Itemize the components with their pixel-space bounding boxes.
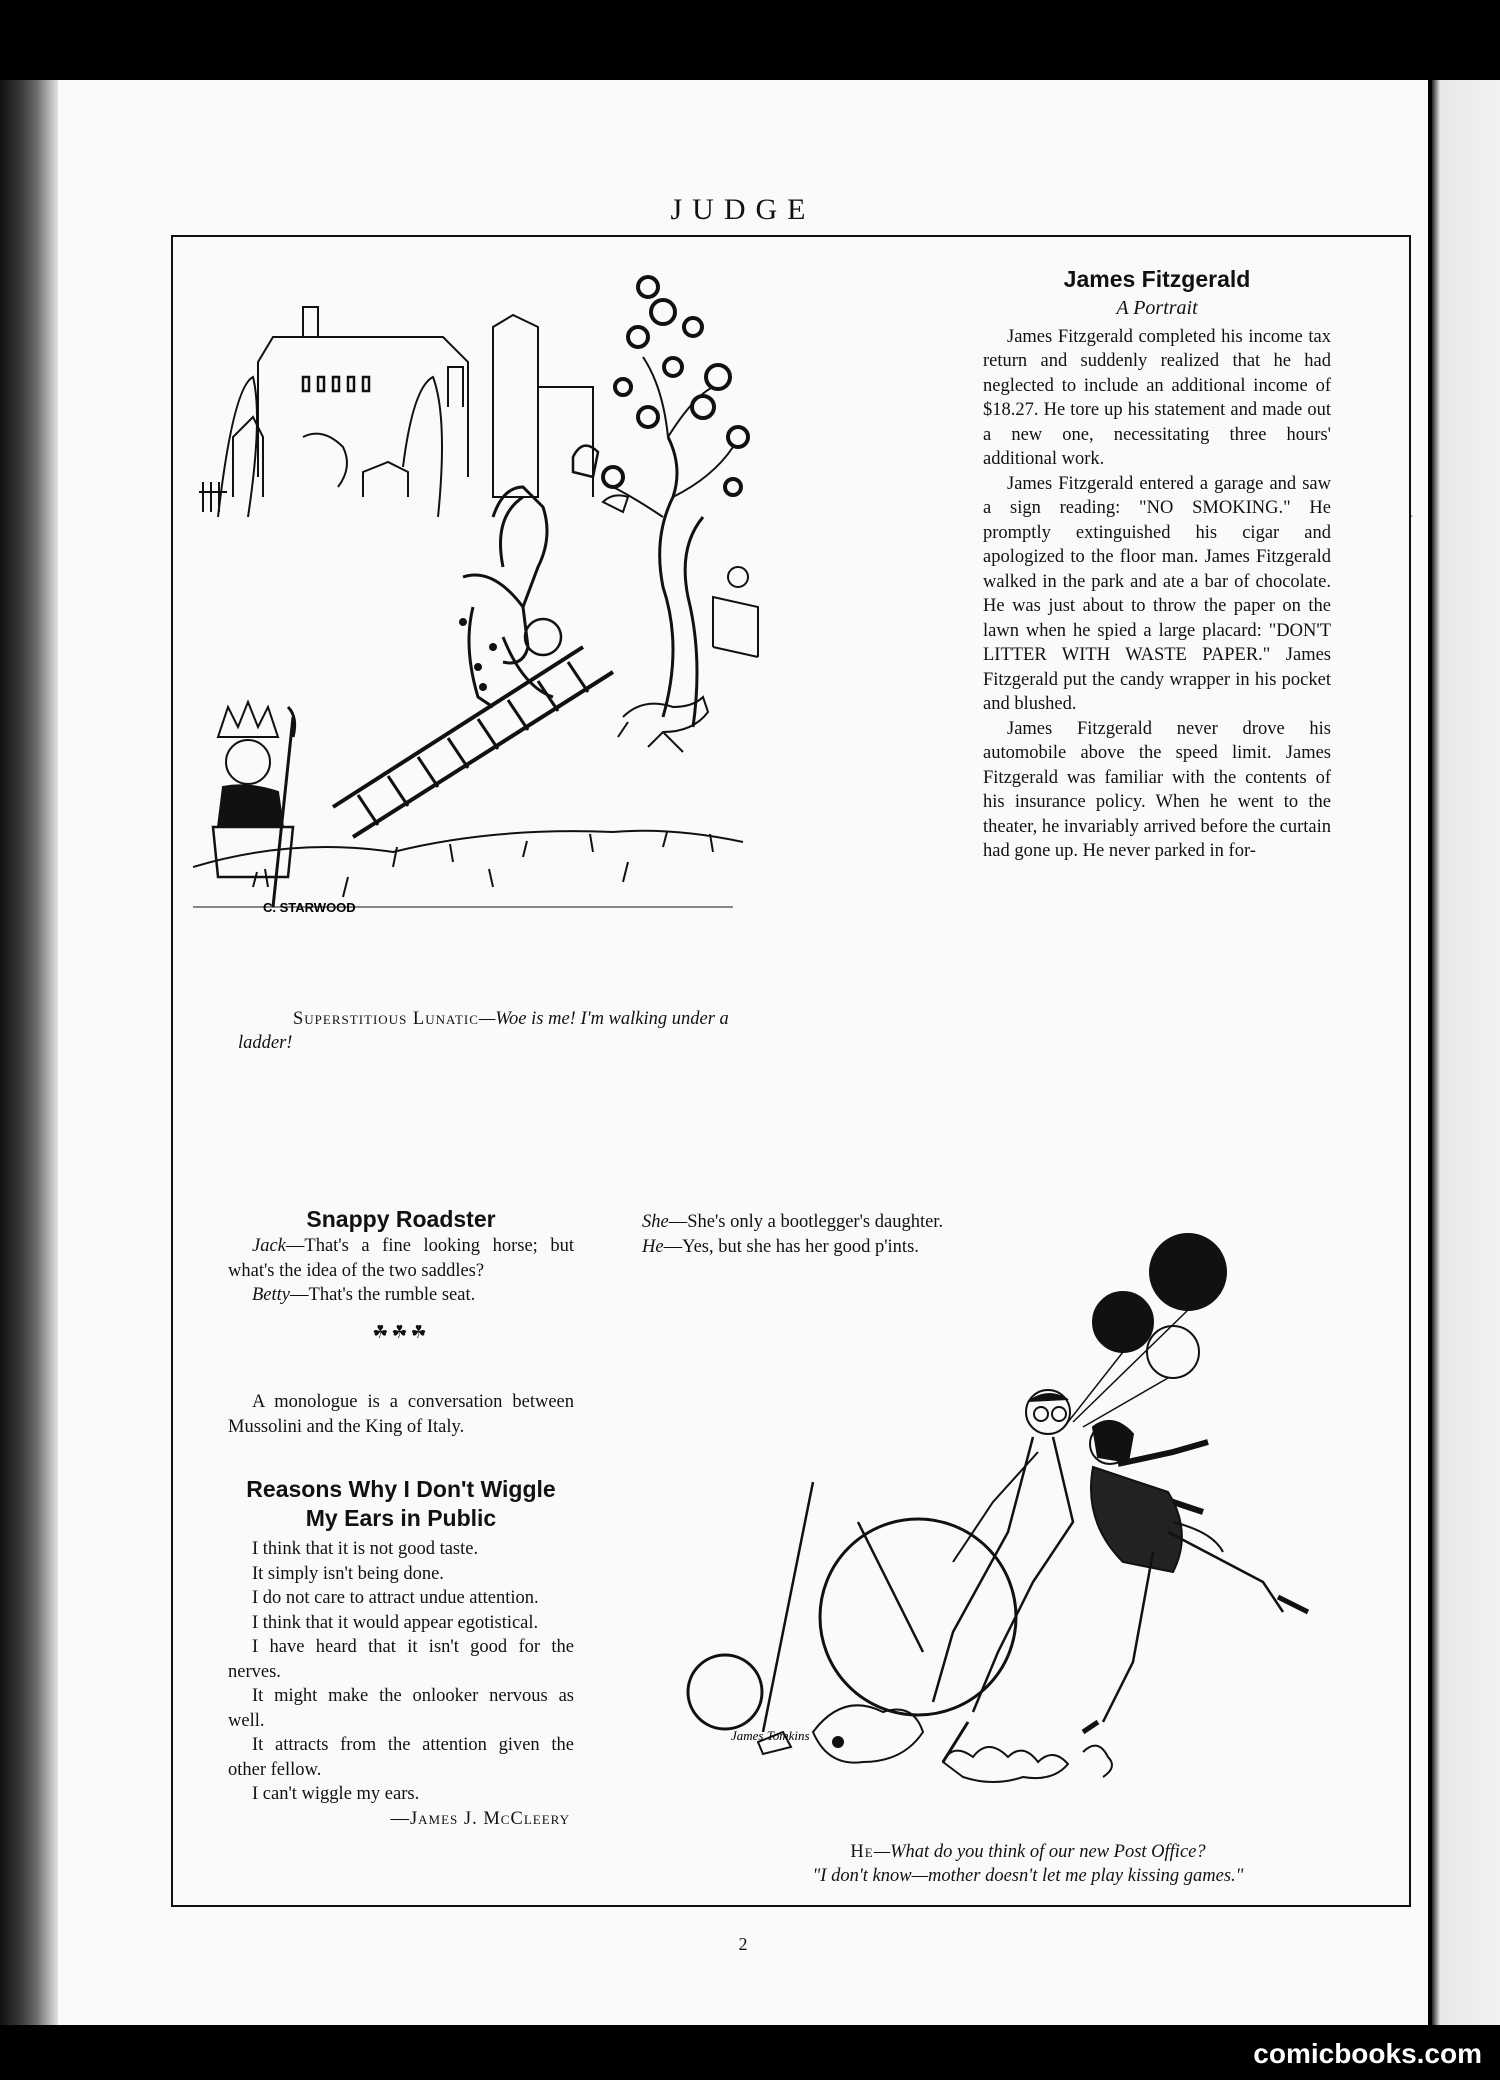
fitzgerald-subtitle: A Portrait — [1116, 297, 1198, 319]
cartoon2-caption-line-2 — [683, 1864, 1373, 1888]
reasons-line: I think that it is not good taste. — [252, 1539, 479, 1559]
cartoon2-caption — [683, 1840, 1373, 1888]
reasons-line: I have heard that it isn't good for the nerves. — [228, 1637, 574, 1682]
ladder-cartoon — [193, 267, 763, 917]
cartoon2-signature: James Tomkins — [731, 1728, 810, 1743]
balloon-couple-cartoon — [613, 1202, 1393, 1802]
snappy-speaker-1: Jack — [252, 1236, 286, 1256]
magazine-page — [58, 80, 1428, 2025]
snappy-line-2 — [228, 1283, 574, 1308]
reasons-line: I can't wiggle my ears. — [252, 1784, 420, 1804]
page-number: 2 — [738, 1934, 748, 1954]
content-frame — [171, 235, 1411, 1907]
bootlegger-speaker-2: He — [642, 1236, 664, 1257]
page-margin-mark: · — [1409, 510, 1414, 525]
snappy-title: Snappy Roadster — [306, 1206, 496, 1232]
snappy-text-1: —That's a fine looking horse; but what's the idea of the two saddles? — [228, 1236, 574, 1281]
cartoon1-caption-speaker: Superstitious Lunatic — [293, 1009, 479, 1029]
site-watermark: comicbooks.com — [1253, 2038, 1482, 2069]
fitzgerald-paragraph-1: James Fitzgerald completed his income tax return and suddenly realized that he had neglected to include an additional income of $18.27. He tore up his statement and made out a new one, necessitating three hours' additional work. — [983, 326, 1331, 469]
fitzgerald-article — [983, 265, 1331, 864]
facing-page-edge — [1432, 80, 1500, 2025]
reasons-line: I think that it would appear egotistical. — [252, 1612, 539, 1633]
snappy-speaker-2: Betty — [252, 1285, 291, 1305]
bootlegger-text-2: —Yes, but she has her good p'ints. — [663, 1236, 919, 1257]
cartoon2-caption-answer: "I don't know—mother doesn't let me play kissing games." — [812, 1866, 1244, 1886]
bootlegger-speaker-1: She — [642, 1212, 669, 1232]
section-ornament: ☘☘☘ — [372, 1321, 430, 1342]
cartoon1-caption-line: —Woe is me! I'm walking under a ladder! — [238, 1009, 729, 1053]
fitzgerald-title: James Fitzgerald — [1063, 266, 1251, 292]
magazine-header: JUDGE — [670, 193, 816, 226]
reasons-line: I do not care to attract undue attention. — [252, 1588, 539, 1608]
book-spine — [0, 80, 60, 2025]
cartoon1-signature: C. STARWOOD — [263, 900, 356, 915]
cartoon2-caption-line-1 — [683, 1840, 1373, 1864]
bootlegger-text-1: —She's only a bootlegger's daughter. — [668, 1212, 944, 1232]
reasons-line: It simply isn't being done. — [252, 1563, 444, 1584]
left-column — [228, 1205, 574, 1831]
fitzgerald-paragraph-3: James Fitzgerald never drove his automobile above the speed limit. James Fitzgerald was familiar with the contents of his insurance policy. When he went to the theater, he invariably arrived before the curtain had gone up. He never parked in for- — [983, 718, 1332, 861]
reasons-author: —James J. McCleery — [390, 1808, 570, 1829]
snappy-text-2: —That's the rumble seat. — [290, 1285, 476, 1305]
cartoon2-caption-question: —What do you think of our new Post Office? — [873, 1842, 1206, 1862]
reasons-line: It might make the onlooker nervous as well. — [228, 1686, 574, 1731]
reasons-list — [228, 1537, 574, 1807]
fitzgerald-paragraph-2: James Fitzgerald entered a garage and saw a sign reading: "NO SMOKING." He promptly extinguished his cigar and apologized to the floor man. James Fitzgerald walked in the park and ate a bar of chocolate. He was just about to throw the paper on the lawn when he spied a large placard: "DON'T LITTER WITH WASTE PAPER." James Fitzgerald put the candy wrapper in his pocket and blushed. — [983, 473, 1331, 714]
monologue-joke: A monologue is a conversation between Mussolini and the King of Italy. — [228, 1392, 574, 1437]
cartoon2-caption-speaker: He — [850, 1842, 874, 1862]
reasons-line: It attracts from the attention given the other fellow. — [228, 1735, 574, 1780]
reasons-title: Reasons Why I Don't Wiggle My Ears in Public — [246, 1476, 556, 1531]
snappy-line-1 — [228, 1234, 574, 1283]
cartoon1-caption — [238, 1007, 758, 1055]
